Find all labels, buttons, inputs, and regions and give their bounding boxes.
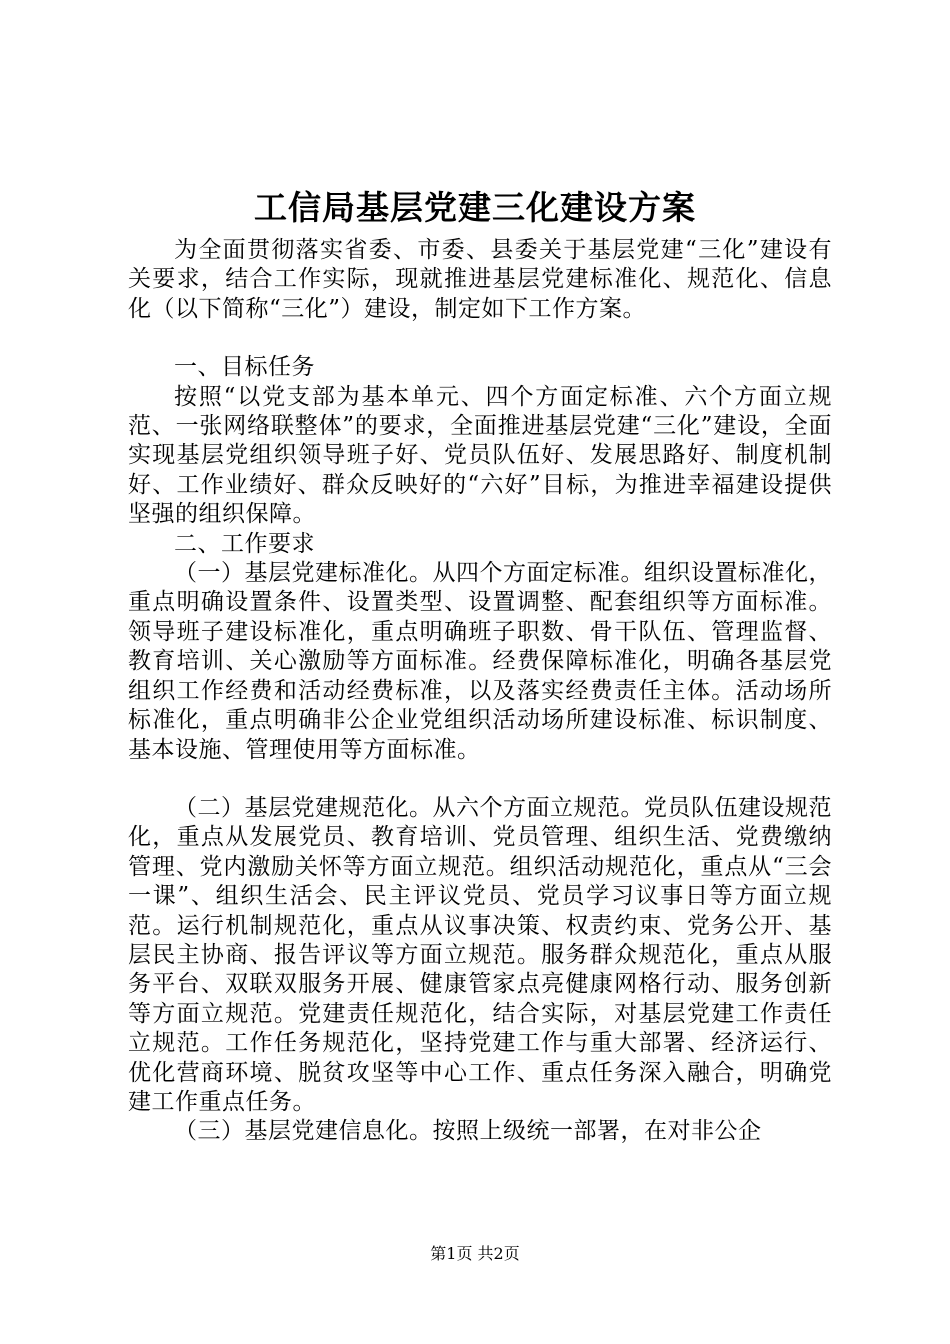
normalization-paragraph: （二）基层党建规范化。从六个方面立规范。党员队伍建设规范化，重点从发展党员、教育培训、党员管理、组织生活、党费缴纳管理、党内激励关怀等方面立规范。组织活动规范化，重点从“三会一课”、组织生活会、民主评议党员、党员学习议事日等方面立规范。运行机制规范化，重点从议事决策、权责约束、党务公开、基层民主协商、报告评议等方面立规范。服务群众规范化，重点从服务平台、双联双服务开展、健康管家点亮健康网格行动、服务创新等方面立规范。党建责任规范化，结合实际，对基层党建工作责任立规范。工作任务规范化，坚持党建工作与重大部署、经济运行、优化营商环境、脱贫攻坚等中心工作、重点任务深入融合，明确党建工作重点任务。 [128,794,832,1115]
intro-paragraph: 为全面贯彻落实省委、市委、县委关于基层党建“三化”建设有关要求，结合工作实际，现就推进基层党建标准化、规范化、信息化（以下简称“三化”）建设，制定如下工作方案。 [128,237,832,322]
document-title: 工信局基层党建三化建设方案 [254,188,696,227]
goals-paragraph: 按照“以党支部为基本单元、四个方面定标准、六个方面立规范、一张网络联整体”的要求，全面推进基层党建“三化”建设，全面实现基层党组织领导班子好、党员队伍好、发展思路好、制度机制好、工作业绩好、群众反映好的“六好”目标，为推进幸福建设提供坚强的组织保障。 [128,383,832,528]
informatization-paragraph: （三）基层党建信息化。按照上级统一部署，在对非公企 [174,1118,762,1145]
section-heading-goals: 一、目标任务 [174,354,315,381]
standardization-paragraph: （一）基层党建标准化。从四个方面定标准。组织设置标准化，重点明确设置条件、设置类型、设置调整、配套组织等方面标准。领导班子建设标准化，重点明确班子职数、骨干队伍、管理监督、教育培训、关心激励等方面标准。经费保障标准化，明确各基层党组织工作经费和活动经费标准，以及落实经费责任主体。活动场所标准化，重点明确非公企业党组织活动场所建设标准、标识制度、基本设施、管理使用等方面标准。 [128,560,832,763]
page-number-footer: 第1页 共2页 [430,1244,520,1263]
section-heading-requirements: 二、工作要求 [174,530,315,557]
document-body [128,236,832,1147]
